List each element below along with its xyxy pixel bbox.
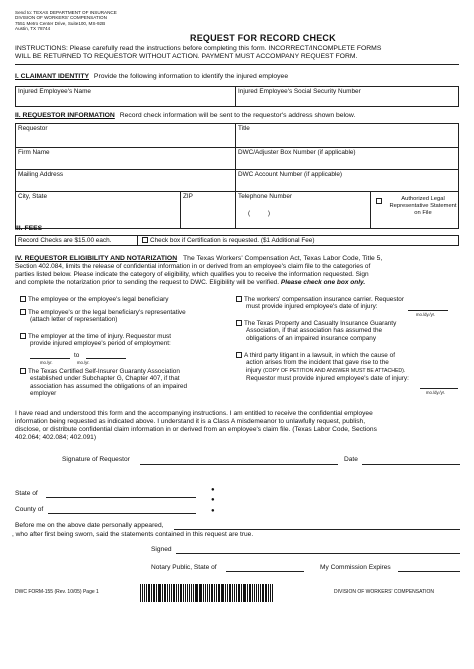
barcode-bar	[156, 584, 157, 602]
barcode-bar	[236, 584, 238, 602]
sworn-text: , who after first being sworn, said the statements contained in this request are true.	[12, 531, 254, 538]
option-label: obligations of an impaired insurance company	[246, 334, 377, 342]
ssn-field[interactable]	[236, 87, 459, 107]
option-label: established under Subchapter G, Chapter 407, if that	[30, 375, 180, 383]
section-4-para: and complete the notarization prior to sending the request to DWC. Eligibility will be verified.	[15, 279, 281, 286]
barcode-bar	[243, 584, 244, 602]
auth-rep-checkbox[interactable]	[376, 198, 382, 204]
barcode-bar	[222, 584, 224, 602]
employment-to: to	[74, 352, 80, 359]
barcode-bar	[244, 584, 246, 602]
barcode-bar	[229, 584, 231, 602]
city-state-field[interactable]	[16, 192, 181, 229]
county-label: County of	[15, 506, 44, 513]
appeared-name-line[interactable]	[174, 529, 460, 530]
barcode-bar	[180, 584, 182, 602]
litigant-injury-date-line[interactable]	[420, 388, 458, 389]
state-label: State of	[15, 490, 38, 497]
barcode-bar	[268, 584, 269, 602]
barcode-bar	[247, 584, 248, 602]
barcode-bar	[153, 584, 155, 602]
commission-line[interactable]	[398, 571, 460, 572]
form-title: REQUEST FOR RECORD CHECK	[190, 33, 336, 43]
eligibility-employee[interactable]	[20, 296, 168, 303]
field-label: ZIP	[183, 193, 193, 200]
option-label: The workers' compensation insurance carrier. Requestor	[244, 296, 404, 303]
section-4-intro: The Texas Workers' Compensation Act, Texas Labor Code, Title 5,	[183, 255, 383, 262]
barcode-bar	[142, 584, 144, 602]
barcode-bar	[258, 584, 259, 602]
option-label: employer	[30, 390, 57, 398]
sender-line: Send to: TEXAS DEPARTMENT OF INSURANCE	[15, 10, 117, 15]
seal-dot: ●	[211, 497, 215, 503]
state-line[interactable]	[46, 497, 196, 498]
sender-line: DIVISION OF WORKERS' COMPENSATION	[15, 15, 107, 21]
eligibility-representative[interactable]	[20, 309, 186, 324]
signed-label: Signed	[151, 546, 172, 553]
field-label: Title	[238, 125, 250, 132]
certification-checkbox[interactable]	[142, 237, 148, 243]
barcode-bar	[232, 584, 233, 602]
injured-employee-name-field[interactable]	[16, 87, 236, 107]
section-2-text: Record check information will be sent to the requestor's address shown below.	[119, 112, 356, 119]
barcode-bar	[234, 584, 235, 602]
eligibility-checkbox[interactable]	[20, 296, 26, 302]
eligibility-checkbox[interactable]	[20, 368, 26, 374]
barcode-bar	[151, 584, 152, 602]
barcode-bar	[162, 584, 163, 602]
option-label: Association, if that association has assumed the	[246, 327, 383, 335]
barcode-bar	[203, 584, 204, 602]
divider	[15, 64, 459, 65]
barcode-bar	[214, 584, 215, 602]
section-1-heading	[15, 73, 288, 80]
barcode-bar	[169, 584, 170, 602]
affirmation-line: information being requested as indicated above. I understand it is a Class A misdemeanor to unlawfully request, publish,	[15, 418, 366, 425]
barcode-bar	[187, 584, 188, 602]
barcode-bar	[158, 584, 159, 602]
barcode-bar	[140, 584, 141, 602]
dwc-account-field[interactable]	[236, 170, 459, 192]
certification-option[interactable]	[142, 237, 314, 244]
dwc-box-field[interactable]	[236, 148, 459, 170]
eligibility-self-insurer[interactable]	[20, 368, 187, 398]
barcode-bar	[144, 584, 145, 602]
barcode-bar	[221, 584, 222, 602]
affirmation	[15, 410, 465, 442]
requestor-fields	[15, 123, 459, 229]
field-label: Telephone Number	[238, 193, 292, 200]
mailing-address-field[interactable]	[16, 170, 236, 192]
barcode-bar	[200, 584, 202, 602]
barcode-bar	[159, 584, 161, 602]
claimant-fields	[15, 86, 459, 107]
signature-line[interactable]	[140, 464, 338, 465]
notary-label: Notary Public, State of	[151, 564, 217, 571]
eligibility-litigant[interactable]	[236, 352, 409, 383]
option-label: provide injured employee's period of employment:	[30, 340, 171, 348]
option-label: Requestor must provide injured employee's date of injury:	[246, 375, 409, 383]
option-label: association has assumed the obligations of an impaired	[30, 382, 188, 390]
zip-field[interactable]	[181, 192, 236, 229]
barcode-bar	[171, 584, 173, 602]
barcode-bar	[185, 584, 187, 602]
option-label: The employee's or the legal beneficiary's representative	[28, 309, 186, 316]
instructions	[15, 45, 465, 61]
before-me-text: Before me on the above date personally appeared,	[15, 522, 164, 529]
section-4-emphasis: Please check one box only.	[280, 279, 366, 286]
barcode-bar	[167, 584, 168, 602]
carrier-injury-date-line[interactable]	[408, 310, 448, 311]
instructions-line: WILL BE RETURNED TO REQUESTOR WITHOUT ACTION. PAYMENT MUST ACCOMPANY REQUEST FORM.	[15, 53, 358, 60]
commission-label: My Commission Expires	[320, 564, 391, 571]
barcode-bar	[209, 584, 210, 602]
seal-dot: ●	[211, 508, 215, 514]
employment-end-line[interactable]	[86, 358, 126, 359]
barcode-bar	[146, 584, 147, 602]
county-line[interactable]	[48, 513, 196, 514]
option-label: The Texas Certified Self-Insurer Guaranty Association	[28, 368, 180, 375]
title-field[interactable]	[236, 124, 459, 148]
barcode-bar	[227, 584, 228, 602]
notary-state-line[interactable]	[226, 571, 304, 572]
section-3-heading	[15, 225, 42, 232]
certification-label: Check box if Certification is requested. ($1 Additional Fee)	[150, 237, 315, 244]
section-1-text: Provide the following information to identify the injured employee	[93, 73, 289, 80]
barcode-bar	[183, 584, 184, 602]
barcode-bar	[252, 584, 253, 602]
barcode-bar	[262, 584, 264, 602]
field-label: Requestor	[18, 125, 48, 132]
barcode-bar	[193, 584, 195, 602]
litigant-date-hint: mo./dy./yr.	[426, 390, 446, 395]
barcode-bar	[218, 584, 220, 602]
requestor-field[interactable]	[16, 124, 236, 148]
eligibility-checkbox[interactable]	[20, 309, 26, 315]
eligibility-guaranty-assoc[interactable]	[236, 320, 396, 342]
eligibility-employer[interactable]	[20, 333, 171, 348]
firm-name-field[interactable]	[16, 148, 236, 170]
division-footer: DIVISION OF WORKERS' COMPENSATION	[334, 589, 435, 595]
carrier-date-hint: mo./dy./yr.	[416, 312, 436, 317]
signed-line[interactable]	[176, 553, 460, 554]
phone-area-code: ( )	[248, 210, 271, 218]
auth-rep-checkbox-wrap[interactable]	[374, 196, 458, 216]
eligibility-checkbox[interactable]	[236, 320, 242, 326]
employment-start-line[interactable]	[30, 358, 70, 359]
option-label: The employer at the time of injury. Requestor must	[28, 333, 172, 340]
barcode-bar	[199, 584, 200, 602]
barcode-bar	[254, 584, 255, 602]
barcode-bar	[195, 584, 197, 602]
eligibility-carrier[interactable]	[236, 296, 404, 311]
affirmation-line: 402.064; 402.084; 402.091)	[15, 434, 97, 441]
telephone-field[interactable]	[236, 192, 371, 229]
section-3-title: III. FEES	[15, 225, 43, 232]
barcode-bar	[270, 584, 271, 602]
field-label: Mailing Address	[18, 171, 64, 178]
barcode-bar	[241, 584, 242, 602]
barcode-bar	[260, 584, 261, 602]
section-4-para: parties listed below. Please indicate the category of eligibility, which qualifies you to receive the information requested. Sign	[15, 271, 369, 278]
barcode-bar	[225, 584, 226, 602]
barcode-bar	[176, 584, 177, 602]
sender-line: 7551 Metro Center Drive, Suite100, MS-92B	[15, 20, 106, 26]
field-label: City, State	[18, 193, 48, 200]
section-2-heading	[15, 112, 355, 119]
option-label: injury	[246, 366, 264, 374]
section-4-text	[15, 255, 465, 287]
fee-text: Record Checks are $15.00 each.	[18, 237, 112, 244]
option-label: The employee or the employee's legal beneficiary	[28, 296, 169, 303]
section-4-title: IV. REQUESTOR ELIGIBILITY AND NOTARIZATION	[15, 255, 178, 262]
barcode-bar	[256, 584, 258, 602]
barcode	[140, 584, 274, 602]
eligibility-checkbox[interactable]	[236, 352, 242, 358]
field-label: DWC/Adjuster Box Number (if applicable)	[238, 149, 356, 156]
option-label: A third party litigant in a lawsuit, in which the cause of	[244, 352, 395, 359]
barcode-bar	[249, 584, 251, 602]
barcode-bar	[272, 584, 274, 602]
sender-line: Austin, TX 78744	[15, 26, 51, 32]
field-label: Firm Name	[18, 149, 50, 156]
option-label: (attach letter of representation)	[30, 316, 118, 324]
field-label: Injured Employee's Social Security Number	[238, 88, 361, 95]
eligibility-checkbox[interactable]	[20, 333, 26, 339]
barcode-bar	[216, 584, 217, 602]
affirmation-line: disclose, or distribute confidential claim information in or derived from an employee's claim file. (Texas Labor Code, Sections	[15, 426, 377, 433]
section-4-para: Section 402.084, limits the release of confidential information in or derived from an employee's claim file to the categories of	[15, 263, 371, 270]
barcode-bar	[148, 584, 150, 602]
date-line[interactable]	[362, 464, 460, 465]
option-label: action arises from the incident that gave rise to the	[246, 359, 389, 367]
fees-box	[15, 235, 459, 246]
employment-hint: mo./yr. mo./yr.	[40, 360, 90, 365]
barcode-bar	[191, 584, 192, 602]
barcode-bar	[164, 584, 166, 602]
field-label: Injured Employee's Name	[18, 88, 91, 95]
section-1-title: I. CLAIMANT IDENTITY	[15, 73, 90, 80]
form-id: DWC FORM-155 (Rev. 10/05) Page 1	[15, 589, 99, 595]
barcode-bar	[207, 584, 209, 602]
sender-address	[15, 10, 185, 32]
barcode-bar	[238, 584, 240, 602]
auth-rep-label: Authorized Legal Representative Statement on File	[389, 196, 457, 216]
barcode-bar	[189, 584, 190, 602]
barcode-bar	[178, 584, 179, 602]
barcode-bar	[173, 584, 175, 602]
date-label: Date	[344, 456, 358, 463]
barcode-bar	[211, 584, 213, 602]
seal-dot: ●	[211, 487, 215, 493]
barcode-bar	[265, 584, 267, 602]
signature-label: Signature of Requestor	[62, 456, 130, 463]
affirmation-line: I have read and understood this form and the accompanying instructions. I am entitled to receive the confidential employee	[15, 410, 373, 417]
section-2-title: II. REQUESTOR INFORMATION	[15, 112, 115, 119]
barcode-bar	[205, 584, 206, 602]
field-label: DWC Account Number (if applicable)	[238, 171, 343, 178]
fee-amount	[16, 236, 138, 246]
option-label: must provide injured employee's date of injury:	[246, 303, 378, 311]
petition-note: (COPY OF PETITION AND ANSWER MUST BE ATTACHED).	[263, 367, 406, 374]
eligibility-checkbox[interactable]	[236, 296, 242, 302]
option-label: The Texas Property and Casualty Insurance Guaranty	[244, 320, 397, 327]
instructions-line: INSTRUCTIONS: Please carefully read the instructions before completing this form. INCORRECT/INCOMPLETE FORMS	[15, 45, 382, 52]
